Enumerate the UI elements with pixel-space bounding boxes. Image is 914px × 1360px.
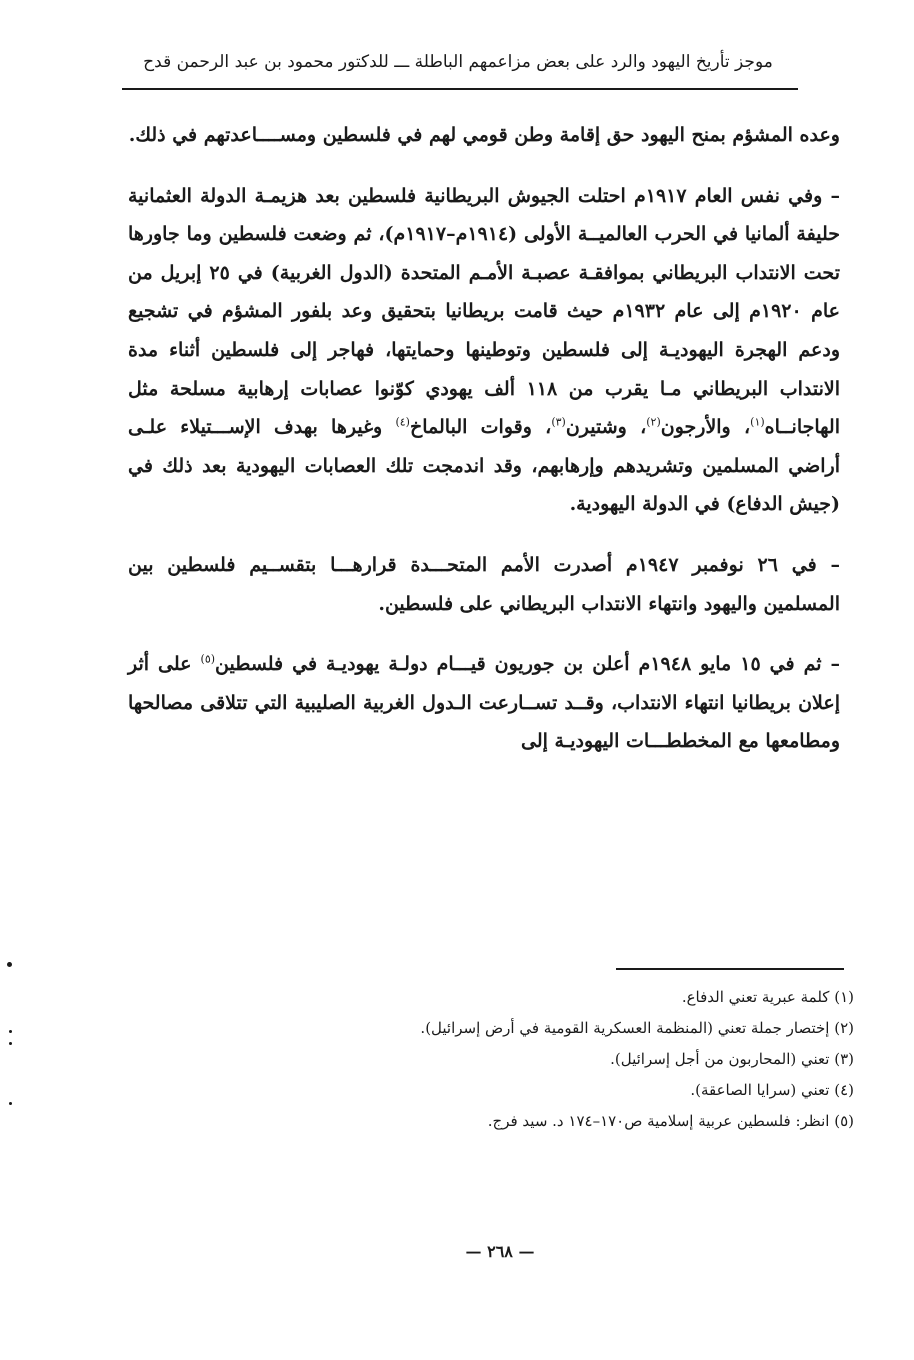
text-run: – ثم في ١٥ مايو ١٩٤٨م أعلن بن جوريون قيـــام دولـة يهوديـة في فلسطين [215, 653, 840, 676]
running-header: موجز تأريخ اليهود والرد على بعض مزاعمهم الباطلة ـــ للدكتور محمود بن عبد الرحمن قدح [143, 52, 773, 72]
scan-speck [7, 962, 12, 967]
text-run: وعده المشؤم بمنح اليهود حق إقامة وطن قومي لهم في فلسطين ومســــاعدتهم في ذلك. [128, 124, 840, 146]
text-run: ، وقوات البالماخ [409, 416, 552, 439]
footnote: (٣) تعني (المحاربون من أجل إسرائيل). [610, 1050, 854, 1068]
page-number: — ٢٦٨ — [465, 1242, 535, 1261]
footnote-ref: (٥) [200, 652, 216, 666]
paragraph [128, 177, 840, 524]
scan-speck [9, 1102, 12, 1105]
scan-speck [9, 1030, 12, 1033]
header-divider [122, 88, 798, 90]
text-run: – وفي نفس العام ١٩١٧م احتلت الجيوش البريطانية فلسطين بعد هزيمـة الدولة العثمانية حليفة ألمانيا في الحرب العالميــة الأولى (١٩١٤م–١٩١٧م)، ثم وضعت فلسطين وما جاورها تحت الانتداب البريطاني بموافقـة عصبـة الأمـم المتحدة (الدول الغربية) في ٢٥ إبريل من عام ١٩٢٠م إلى عام ١٩٣٢م حيث قامت بريطانيا بتحقيق وعد بلفور المشؤم في تشجيع ودعم الهجرة اليهوديـة إلى فلسطين وتوطينها وحمايتها، فهاجر إلى فلسطين أثناء مدة الانتداب البريطاني مـا يقرب من ١١٨ ألف يهودي كوّنوا عصابات إرهابية مسلحة مثل الهاجانــاه [128, 184, 840, 439]
footnote-divider [616, 968, 844, 970]
paragraph [128, 116, 840, 155]
main-text [128, 116, 840, 761]
text-run: على أثر إعلان بريطانيا انتهاء الانتداب، وقــد تســارعت الـدول الغربية الصليبية التي تتلاقى مصالحها ومطامعها مع المخططـــات اليهوديـة إلى [128, 653, 840, 753]
footnotes [300, 982, 854, 1137]
footnote: (١) كلمة عبرية تعني الدفاع. [681, 988, 854, 1006]
paragraph [128, 546, 840, 623]
footnote: (٤) تعني (سرايا الصاعقة). [690, 1081, 854, 1099]
footnote-ref: (٢) [646, 415, 661, 429]
footnote: (٢) إختصار جملة تعني (المنظمة العسكرية القومية في أرض إسرائيل). [420, 1019, 854, 1037]
footnote-ref: (٤) [395, 415, 410, 429]
footnote: (٥) انظر: فلسطين عربية إسلامية ص١٧٠–١٧٤ د. سيد فرج. [487, 1112, 854, 1130]
scan-speck [9, 1042, 12, 1045]
text-run: ، وشتيرن [565, 416, 647, 439]
text-run: – في ٢٦ نوفمبر ١٩٤٧م أصدرت الأمم المتحـــدة قرارهـــا بتقســيم فلسطين بين المسلمين واليهود وانتهاء الانتداب البريطاني على فلسطين. [128, 553, 841, 615]
paragraph [128, 645, 840, 761]
text-run: ، والأرجون [660, 416, 751, 439]
footnote-ref: (١) [750, 415, 765, 429]
text-run: وغيرها بهدف الإســـتيلاء علـى أراضي المسلمين وتشريدهم وإرهابهم، وقد اندمجت تلك العصابات اليهودية بعد ذلك في (جيش الدفاع) في الدولة اليهودية. [128, 416, 840, 516]
footnote-ref: (٣) [551, 415, 566, 429]
